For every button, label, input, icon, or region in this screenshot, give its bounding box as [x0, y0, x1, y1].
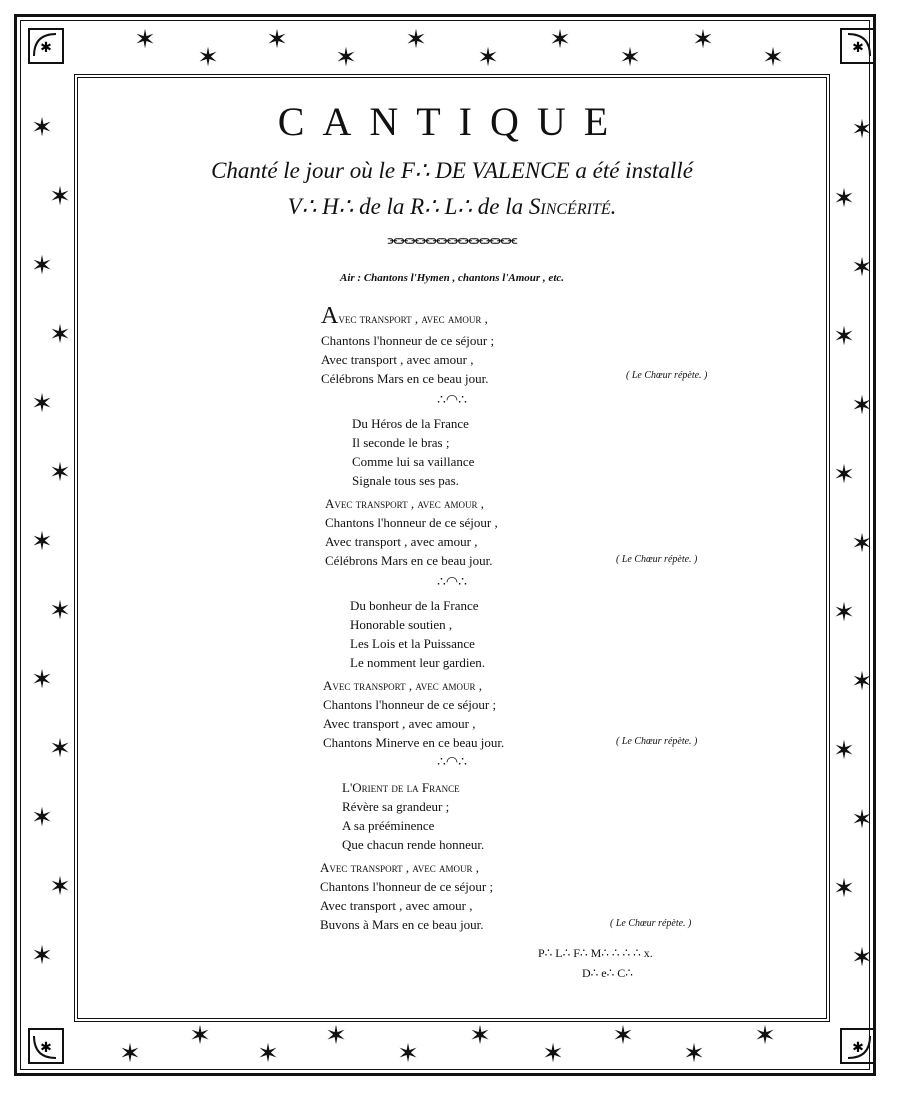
svg-text:✱: ✱	[40, 1040, 52, 1056]
star-icon: ✶	[754, 1021, 776, 1051]
refrain-3: Avec transport , avec amour , Chantons l'honneur de ce séjour ; Avec transport , avec amour , Chantons Minerve en ce beau jour.	[323, 678, 505, 750]
star-icon: ✶	[549, 25, 571, 55]
corner-ornament-icon	[26, 1026, 66, 1066]
document-body	[80, 80, 824, 1016]
star-icon: ✶	[31, 389, 53, 419]
star-icon: ✶	[134, 25, 156, 55]
signature-line-2: D∴ e∴ C∴	[582, 966, 633, 980]
star-icon: ✶	[49, 872, 71, 902]
star-icon: ✶	[49, 596, 71, 626]
separator-ornament: ∴◠∴	[436, 575, 468, 590]
star-icon: ✶	[612, 1021, 634, 1051]
star-icon: ✶	[31, 251, 53, 281]
separator-ornament: ∴◠∴	[436, 755, 468, 770]
couplet-1: Du Héros de la France Il seconde le bras ; Comme lui sa vaillance Signale tous ses pas.	[352, 416, 475, 488]
signature-line-1: P∴ L∴ F∴ M∴ ∴ ∴ ∴ x.	[538, 946, 653, 960]
repeat-note-1: ( Le Chœur répète. )	[626, 370, 708, 381]
refrain-2: Avec transport , avec amour , Chantons l'honneur de ce séjour , Avec transport , avec amour , Célébrons Mars en ce beau jour.	[325, 496, 498, 568]
repeat-note-2: ( Le Chœur répète. )	[616, 554, 698, 565]
corner-ornament-icon	[26, 26, 66, 66]
star-icon: ✶	[266, 25, 288, 55]
couplet-3: L'Orient de la France Révère sa grandeur ; A sa prééminence Que chacun rende honneur.	[342, 780, 485, 852]
star-icon: ✶	[405, 25, 427, 55]
svg-text:✱: ✱	[40, 40, 52, 56]
star-icon: ✶	[851, 943, 873, 973]
star-icon: ✶	[257, 1039, 279, 1069]
star-icon: ✶	[325, 1021, 347, 1051]
star-icon: ✶	[692, 25, 714, 55]
star-icon: ✶	[397, 1039, 419, 1069]
air-indication: Air : Chantons l'Hymen , chantons l'Amour , etc.	[339, 272, 565, 284]
svg-text:✱: ✱	[852, 40, 864, 56]
corner-ornament-icon	[838, 26, 878, 66]
ornament-divider: ⫘⫘⫘⫘⫘⫘⫘⫘⫘⫘⫘⫘	[387, 232, 517, 247]
star-icon: ✶	[189, 1021, 211, 1051]
star-icon: ✶	[851, 391, 873, 421]
star-icon: ✶	[851, 667, 873, 697]
lodge-name: Sincérité.	[528, 194, 617, 219]
star-icon: ✶	[833, 874, 855, 904]
star-icon: ✶	[31, 527, 53, 557]
star-icon: ✶	[197, 43, 219, 73]
star-icon: ✶	[49, 734, 71, 764]
star-icon: ✶	[31, 113, 53, 143]
star-icon: ✶	[833, 184, 855, 214]
star-icon: ✶	[619, 43, 641, 73]
refrain-4: Avec transport , avec amour , Chantons l'honneur de ce séjour ; Avec transport , avec amour , Buvons à Mars en ce beau jour.	[320, 860, 494, 932]
star-icon: ✶	[851, 115, 873, 145]
subtitle-line-1: Chanté le jour où le F∴ DE VALENCE a été installé	[211, 158, 693, 183]
subtitle-line-2-text: V∴ H∴ de la R∴ L∴ de la	[287, 194, 529, 219]
repeat-note-3: ( Le Chœur répète. )	[616, 736, 698, 747]
star-icon: ✶	[31, 803, 53, 833]
star-icon: ✶	[683, 1039, 705, 1069]
star-icon: ✶	[31, 941, 53, 971]
subtitle-line-2	[80, 194, 824, 220]
star-icon: ✶	[851, 529, 873, 559]
star-icon: ✶	[762, 43, 784, 73]
svg-text:✱: ✱	[852, 1040, 864, 1056]
star-icon: ✶	[49, 320, 71, 350]
star-icon: ✶	[469, 1021, 491, 1051]
star-icon: ✶	[833, 460, 855, 490]
star-icon: ✶	[49, 458, 71, 488]
star-icon: ✶	[542, 1039, 564, 1069]
refrain-1: Avec transport , avec amour , Chantons l'honneur de ce séjour ; Avec transport , avec amour , Célébrons Mars en ce beau jour.	[321, 303, 495, 386]
repeat-note-4: ( Le Chœur répète. )	[610, 918, 692, 929]
couplet-2: Du bonheur de la France Honorable soutien , Les Lois et la Puissance Le nomment leur gardien.	[350, 598, 486, 670]
star-icon: ✶	[335, 43, 357, 73]
star-icon: ✶	[119, 1039, 141, 1069]
star-icon: ✶	[851, 253, 873, 283]
corner-ornament-icon	[838, 1026, 878, 1066]
page-title: CANTIQUE	[277, 99, 627, 144]
separator-ornament: ∴◠∴	[436, 393, 468, 408]
star-icon: ✶	[477, 43, 499, 73]
star-icon: ✶	[833, 736, 855, 766]
star-icon: ✶	[49, 182, 71, 212]
star-icon: ✶	[833, 598, 855, 628]
dropcap: A	[321, 303, 339, 329]
star-icon: ✶	[31, 665, 53, 695]
star-icon: ✶	[851, 805, 873, 835]
star-icon: ✶	[833, 322, 855, 352]
